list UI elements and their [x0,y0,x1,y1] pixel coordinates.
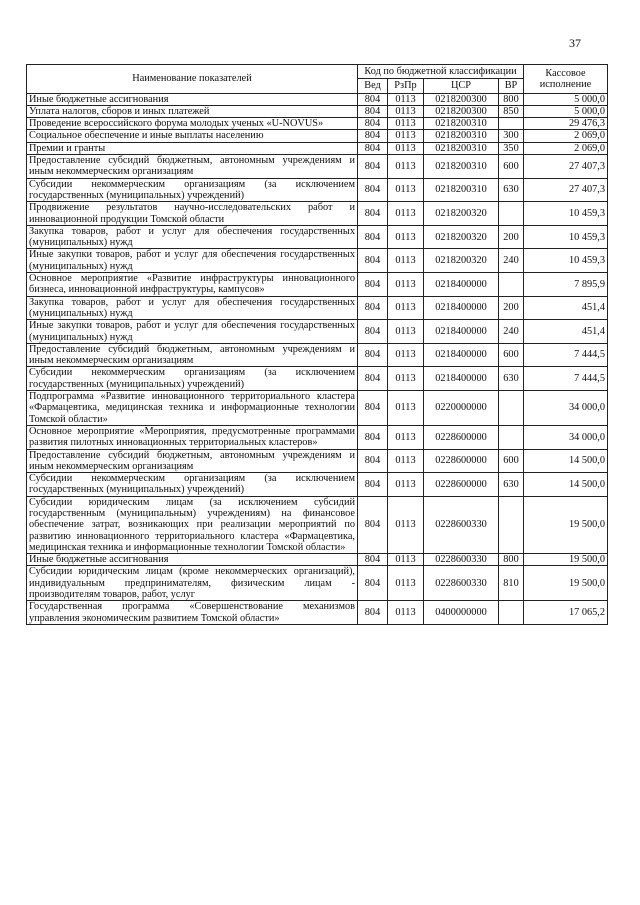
row-amount: 451,4 [524,296,608,320]
row-vr: 240 [499,249,524,273]
row-name: Иные бюджетные ассигнования [27,93,358,105]
row-ved: 804 [358,130,388,142]
row-rzpr: 0113 [388,566,424,601]
row-ved: 804 [358,296,388,320]
row-rzpr: 0113 [388,142,424,154]
row-amount: 29 476,3 [524,118,608,130]
row-vr [499,118,524,130]
row-rzpr: 0113 [388,130,424,142]
row-name: Иные закупки товаров, работ и услуг для обеспечения государственных (муниципальных) нужд [27,249,358,273]
row-ved: 804 [358,273,388,297]
header-code-group: Код по бюджетной классификации [358,65,524,79]
row-amount: 7 444,5 [524,367,608,391]
row-vr: 200 [499,225,524,249]
table-row [27,130,608,142]
row-ved: 804 [358,225,388,249]
row-ved: 804 [358,178,388,202]
row-ved: 804 [358,601,388,625]
row-rzpr: 0113 [388,367,424,391]
row-vr: 300 [499,130,524,142]
row-name: Закупка товаров, работ и услуг для обеспечения государственных (муниципальных) нужд [27,225,358,249]
row-vr [499,496,524,553]
header-vr: ВР [499,79,524,93]
row-csr: 0218200300 [424,105,499,117]
row-amount: 19 500,0 [524,496,608,553]
row-csr: 0218200310 [424,155,499,179]
row-name: Подпрограмма «Развитие инновационного территориального кластера «Фармацевтика, медицинская техника и информационные технологии Томской области» [27,391,358,426]
row-ved: 804 [358,496,388,553]
row-amount: 2 069,0 [524,130,608,142]
row-vr: 350 [499,142,524,154]
table-row [27,473,608,497]
table-row [27,391,608,426]
row-vr: 630 [499,367,524,391]
row-rzpr: 0113 [388,155,424,179]
row-ved: 804 [358,449,388,473]
row-rzpr: 0113 [388,202,424,226]
row-vr [499,601,524,625]
row-name: Иные бюджетные ассигнования [27,554,358,566]
row-rzpr: 0113 [388,601,424,625]
table-row [27,449,608,473]
row-csr: 0228600330 [424,496,499,553]
row-amount: 14 500,0 [524,449,608,473]
table-row [27,273,608,297]
row-amount: 27 407,3 [524,155,608,179]
row-ved: 804 [358,142,388,154]
row-csr: 0228600330 [424,554,499,566]
budget-table [26,64,608,625]
row-name: Основное мероприятие «Мероприятия, предусмотренные программами развития пилотных инновационных территориальных кластеров» [27,425,358,449]
row-rzpr: 0113 [388,93,424,105]
row-ved: 804 [358,343,388,367]
row-ved: 804 [358,202,388,226]
row-rzpr: 0113 [388,449,424,473]
table-row [27,105,608,117]
row-vr: 600 [499,343,524,367]
row-amount: 19 500,0 [524,566,608,601]
table-row [27,566,608,601]
row-csr: 0218400000 [424,273,499,297]
row-name: Предоставление субсидий бюджетным, автономным учреждениям и иным некоммерческим организациям [27,155,358,179]
row-rzpr: 0113 [388,343,424,367]
row-rzpr: 0113 [388,473,424,497]
row-amount: 10 459,3 [524,202,608,226]
row-csr: 0218200320 [424,225,499,249]
row-name: Субсидии некоммерческим организациям (за исключением государственных (муниципальных) учреждений) [27,473,358,497]
row-ved: 804 [358,391,388,426]
row-vr [499,202,524,226]
header-csr: ЦСР [424,79,499,93]
row-vr: 850 [499,105,524,117]
table-row [27,118,608,130]
header-name: Наименование показателей [27,65,358,94]
row-amount: 451,4 [524,320,608,344]
row-ved: 804 [358,118,388,130]
row-csr: 0228600330 [424,566,499,601]
table-row [27,496,608,553]
row-name: Закупка товаров, работ и услуг для обеспечения государственных (муниципальных) нужд [27,296,358,320]
row-name: Предоставление субсидий бюджетным, автономным учреждениям и иным некоммерческим организациям [27,343,358,367]
row-rzpr: 0113 [388,118,424,130]
row-csr: 0218400000 [424,296,499,320]
table-row [27,343,608,367]
row-rzpr: 0113 [388,105,424,117]
row-csr: 0220000000 [424,391,499,426]
row-name: Предоставление субсидий бюджетным, автономным учреждениям и иным некоммерческим организациям [27,449,358,473]
table-row [27,202,608,226]
row-amount: 27 407,3 [524,178,608,202]
row-csr: 0218400000 [424,320,499,344]
row-rzpr: 0113 [388,249,424,273]
row-vr: 600 [499,155,524,179]
table-row [27,601,608,625]
row-vr: 800 [499,93,524,105]
row-name: Субсидии юридическим лицам (кроме некоммерческих организаций), индивидуальным предпринимателям, физическим лицам - производителям товаров, работ, услуг [27,566,358,601]
row-name: Основное мероприятие «Развитие инфраструктуры инновационного бизнеса, инновационной инфраструктуры, кампусов» [27,273,358,297]
row-name: Уплата налогов, сборов и иных платежей [27,105,358,117]
header-amount: Кассовое исполнение [524,65,608,94]
table-row [27,178,608,202]
row-csr: 0218200310 [424,178,499,202]
row-name: Премии и гранты [27,142,358,154]
row-csr: 0228600000 [424,473,499,497]
table-row [27,93,608,105]
row-ved: 804 [358,425,388,449]
row-rzpr: 0113 [388,296,424,320]
row-ved: 804 [358,473,388,497]
row-vr: 200 [499,296,524,320]
row-csr: 0218400000 [424,367,499,391]
row-vr: 600 [499,449,524,473]
row-ved: 804 [358,105,388,117]
row-csr: 0218200320 [424,249,499,273]
row-vr: 800 [499,554,524,566]
table-row [27,142,608,154]
table-row [27,155,608,179]
row-rzpr: 0113 [388,178,424,202]
row-amount: 10 459,3 [524,225,608,249]
row-name: Субсидии юридическим лицам (за исключением субсидий государственным (муниципальным) учреждениям) на финансовое обеспечение затрат, возникающих при реализации мероприятий по развитию инновационного территориального кластера «Фармацевтика, медицинская техника и информационные технологии Томской области» [27,496,358,553]
row-vr [499,391,524,426]
row-rzpr: 0113 [388,425,424,449]
row-csr: 0218200320 [424,202,499,226]
row-vr [499,273,524,297]
row-amount: 10 459,3 [524,249,608,273]
page-number: 37 [569,36,581,50]
row-csr: 0228600000 [424,425,499,449]
table-row [27,554,608,566]
row-csr: 0218400000 [424,343,499,367]
table-row [27,249,608,273]
row-rzpr: 0113 [388,496,424,553]
row-csr: 0228600000 [424,449,499,473]
row-ved: 804 [358,566,388,601]
row-vr: 240 [499,320,524,344]
row-csr: 0400000000 [424,601,499,625]
row-amount: 17 065,2 [524,601,608,625]
row-amount: 34 000,0 [524,391,608,426]
table-row [27,367,608,391]
row-amount: 7 444,5 [524,343,608,367]
row-amount: 34 000,0 [524,425,608,449]
row-ved: 804 [358,93,388,105]
row-ved: 804 [358,155,388,179]
row-csr: 0218200300 [424,93,499,105]
row-amount: 19 500,0 [524,554,608,566]
row-name: Субсидии некоммерческим организациям (за исключением государственных (муниципальных) учреждений) [27,178,358,202]
row-amount: 5 000,0 [524,105,608,117]
header-ved: Вед [358,79,388,93]
row-ved: 804 [358,367,388,391]
table-row [27,320,608,344]
row-amount: 2 069,0 [524,142,608,154]
row-name: Проведение всероссийского форума молодых ученых «U-NOVUS» [27,118,358,130]
row-amount: 5 000,0 [524,93,608,105]
row-vr: 630 [499,178,524,202]
row-amount: 14 500,0 [524,473,608,497]
row-name: Субсидии некоммерческим организациям (за исключением государственных (муниципальных) учреждений) [27,367,358,391]
row-ved: 804 [358,320,388,344]
row-ved: 804 [358,554,388,566]
table-row [27,225,608,249]
row-rzpr: 0113 [388,320,424,344]
row-amount: 7 895,9 [524,273,608,297]
table-row [27,425,608,449]
row-name: Государственная программа «Совершенствование механизмов управления экономическим развитием Томской области» [27,601,358,625]
row-ved: 804 [358,249,388,273]
table-row [27,296,608,320]
row-rzpr: 0113 [388,225,424,249]
row-vr: 810 [499,566,524,601]
row-vr: 630 [499,473,524,497]
row-vr [499,425,524,449]
row-csr: 0218200310 [424,142,499,154]
row-rzpr: 0113 [388,391,424,426]
row-rzpr: 0113 [388,273,424,297]
row-csr: 0218200310 [424,118,499,130]
row-rzpr: 0113 [388,554,424,566]
row-csr: 0218200310 [424,130,499,142]
row-name: Иные закупки товаров, работ и услуг для обеспечения государственных (муниципальных) нужд [27,320,358,344]
header-rzpr: РзПр [388,79,424,93]
row-name: Социальное обеспечение и иные выплаты населению [27,130,358,142]
row-name: Продвижение результатов научно-исследовательских работ и инновационной продукции Томской области [27,202,358,226]
